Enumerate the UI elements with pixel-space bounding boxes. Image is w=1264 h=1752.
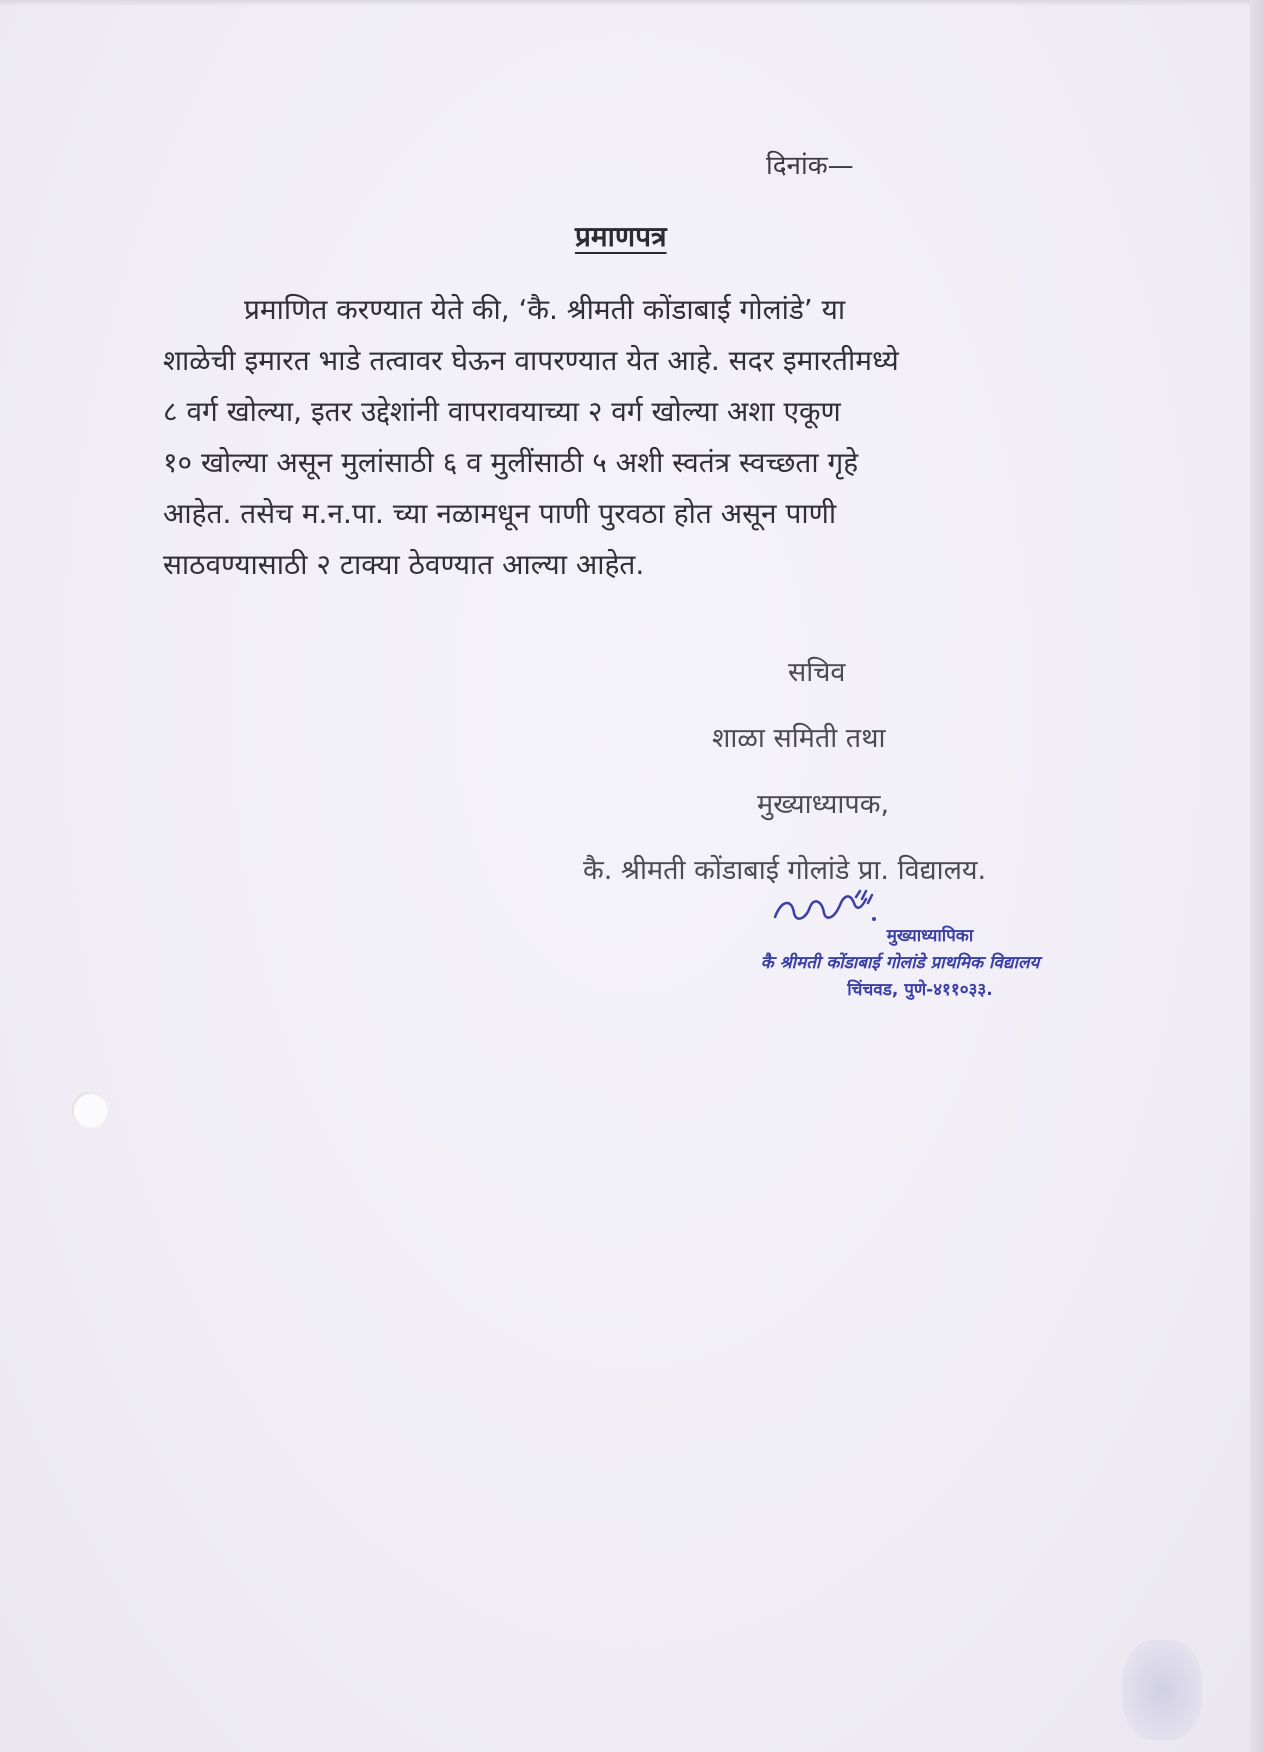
signature-school-name: कै. श्रीमती कोंडाबाई गोलांडे प्रा. विद्यालय. xyxy=(583,855,987,886)
document-title: प्रमाणपत्र xyxy=(575,220,667,253)
stamp-school-name: कै श्रीमती कोंडाबाई गोलांडे प्राथमिक विद्यालय xyxy=(760,953,1040,973)
handwritten-signature xyxy=(770,889,880,929)
page-right-edge xyxy=(1250,0,1264,1752)
body-line: ८ वर्ग खोल्या, इतर उद्देशांनी वापरावयाच्या २ वर्ग खोल्या अशा एकूण xyxy=(163,395,841,428)
stamp-address: चिंचवड, पुणे-४११०३३. xyxy=(847,980,993,1000)
official-stamp xyxy=(740,893,1060,1000)
punch-hole xyxy=(72,1092,108,1128)
signature-designation-secretary: सचिव xyxy=(788,657,846,688)
stamp-title: मुख्याध्यापिका xyxy=(886,926,974,946)
body-line: १० खोल्या असून मुलांसाठी ६ व मुलींसाठी ५ अशी स्वतंत्र स्वच्छता गृहे xyxy=(163,446,859,479)
body-line: प्रमाणित करण्यात येते की, ‘कै. श्रीमती कोंडाबाई गोलांडे’ या xyxy=(244,293,846,326)
signature-headmaster: मुख्याध्यापक, xyxy=(757,789,890,820)
page-top-edge xyxy=(0,0,1264,6)
ink-smudge xyxy=(1122,1640,1202,1740)
body-line: शाळेची इमारत भाडे तत्वावर घेऊन वापरण्यात येत आहे. सदर इमारतीमध्ये xyxy=(163,344,899,377)
body-line: साठवण्यासाठी २ टाक्या ठेवण्यात आल्या आहेत. xyxy=(163,548,645,581)
date-label: दिनांक— xyxy=(766,151,854,181)
body-line: आहेत. तसेच म.न.पा. च्या नळामधून पाणी पुरवठा होत असून पाणी xyxy=(163,497,837,530)
signature-committee: शाळा समिती तथा xyxy=(712,723,886,754)
certificate-body xyxy=(163,284,1088,590)
